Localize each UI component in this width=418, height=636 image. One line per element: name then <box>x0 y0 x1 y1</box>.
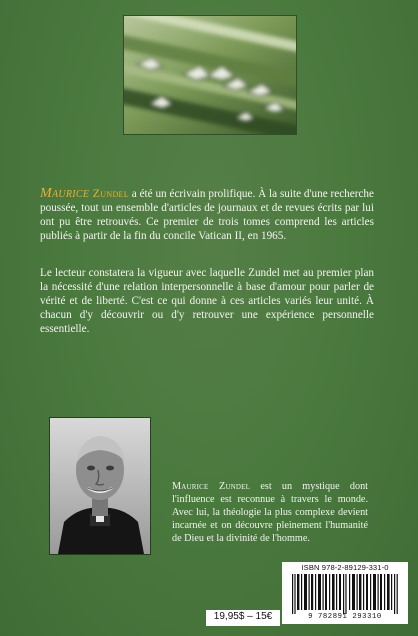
author-bio: Maurice Zundel est un mystique dont l'influence est reconnue à travers le monde. Avec lui, la théologie la plus complexe devient incarnée et on découvre pleinement l'humanité de Dieu et la divinité de l'homme. <box>172 481 368 544</box>
intro-paragraph: Maurice Zundel a été un écrivain prolifique. À la suite d'une recherche poussée, tout un ensemble d'articles de journaux et de revues écrits par lui ont pu être retrouvés. Ce premier de trois tomes comprend les articles publiés à partir de la fin du concile Vatican II, en 1965. <box>40 186 374 242</box>
price-label: 19,95$ – 15€ <box>213 611 273 622</box>
flying-geese-photo <box>124 16 296 134</box>
barcode-icon <box>292 574 400 614</box>
bio-author-name: Maurice Zundel <box>172 481 251 492</box>
barcode-digits: 9 782891 293310 <box>308 613 382 621</box>
isbn-label: ISBN 978-2-89129-331-0 <box>301 563 389 572</box>
second-paragraph: Le lecteur constatera la vigueur avec laquelle Zundel met au premier plan la nécessité d'une relation interpersonnelle à base d'amour pour parler de vérité et de liberté. C'est ce qui donne à ces articles variés leur unité. À chacun d'y découvrir ou d'y retrouver une expérience personnelle essentielle. <box>40 267 374 335</box>
author-portrait <box>50 418 150 554</box>
price-box <box>206 610 280 626</box>
author-name: Maurice Zundel <box>40 186 129 201</box>
isbn-barcode-box <box>282 562 408 624</box>
